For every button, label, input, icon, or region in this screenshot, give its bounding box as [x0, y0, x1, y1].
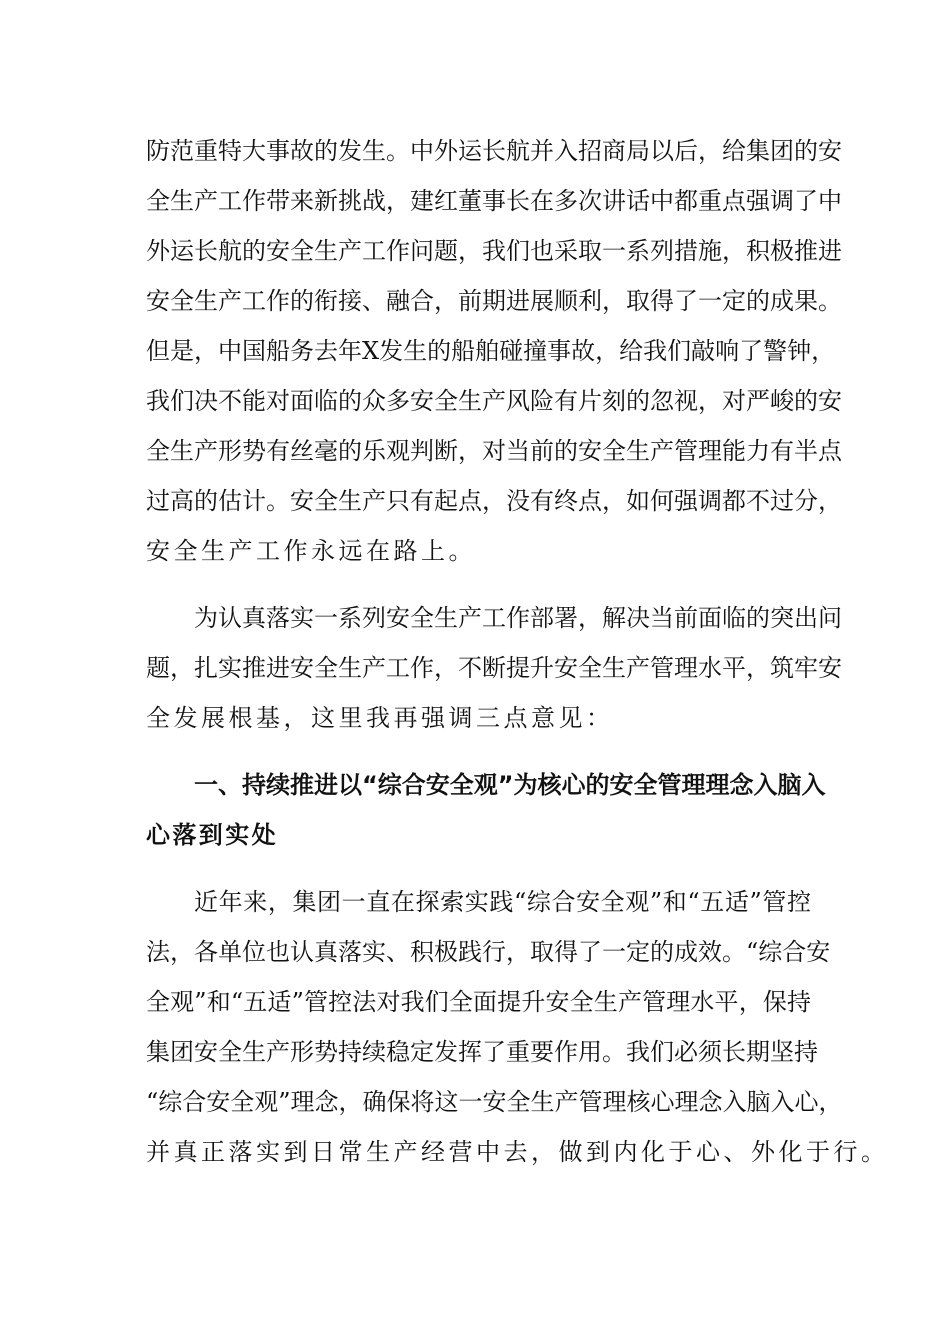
- paragraph-1-line-3: 外运长航的安全生产工作问题，我们也采取一系列措施，积极推进: [146, 237, 842, 265]
- paragraph-3-line-1: 近年来，集团一直在探索实践“综合安全观”和“五适”管控: [194, 888, 811, 916]
- paragraph-1-line-4: 安全生产工作的衔接、融合，前期进展顺利，取得了一定的成果。: [146, 287, 842, 315]
- paragraph-1-line-1: 防范重特大事故的发生。中外运长航并入招商局以后，给集团的安: [146, 137, 842, 165]
- paragraph-3-line-2: 法，各单位也认真落实、积极践行，取得了一定的成效。“综合安: [146, 938, 831, 966]
- paragraph-1-line-9: 安全生产工作永远在路上。: [146, 537, 476, 565]
- paragraph-2-line-2: 题，扎实推进安全生产工作，不断提升安全生产管理水平，筑牢安: [146, 654, 842, 682]
- paragraph-1-line-7: 全生产形势有丝毫的乐观判断，对当前的安全生产管理能力有半点: [146, 437, 842, 465]
- paragraph-2-line-1: 为认真落实一系列安全生产工作部署，解决当前面临的突出问: [194, 604, 842, 632]
- paragraph-3-line-5: “综合安全观”理念，确保将这一安全生产管理核心理念入脑入心，: [146, 1088, 843, 1116]
- paragraph-3-line-3: 全观”和“五适”管控法对我们全面提升安全生产管理水平，保持: [146, 988, 811, 1016]
- paragraph-1-line-8: 过高的估计。安全生产只有起点，没有终点，如何强调都不过分，: [146, 487, 842, 515]
- paragraph-1-line-2: 全生产工作带来新挑战，建红董事长在多次讲话中都重点强调了中: [146, 187, 842, 215]
- section-heading-line-1: 一、持续推进以“综合安全观”为核心的安全管理理念入脑入: [194, 771, 826, 799]
- paragraph-3-line-4: 集团安全生产形势持续稳定发挥了重要作用。我们必须长期坚持: [146, 1038, 818, 1066]
- paragraph-1-line-6: 我们决不能对面临的众多安全生产风险有片刻的忽视，对严峻的安: [146, 387, 842, 415]
- paragraph-2-line-3: 全发展根基，这里我再强调三点意见：: [146, 704, 614, 732]
- paragraph-3-line-6: 并真正落实到日常生产经营中去，做到内化于心、外化于行。: [146, 1138, 889, 1166]
- section-heading-line-2: 心落到实处: [146, 821, 278, 849]
- paragraph-1-line-5: 但是，中国船务去年X发生的船舶碰撞事故，给我们敲响了警钟，: [146, 337, 836, 365]
